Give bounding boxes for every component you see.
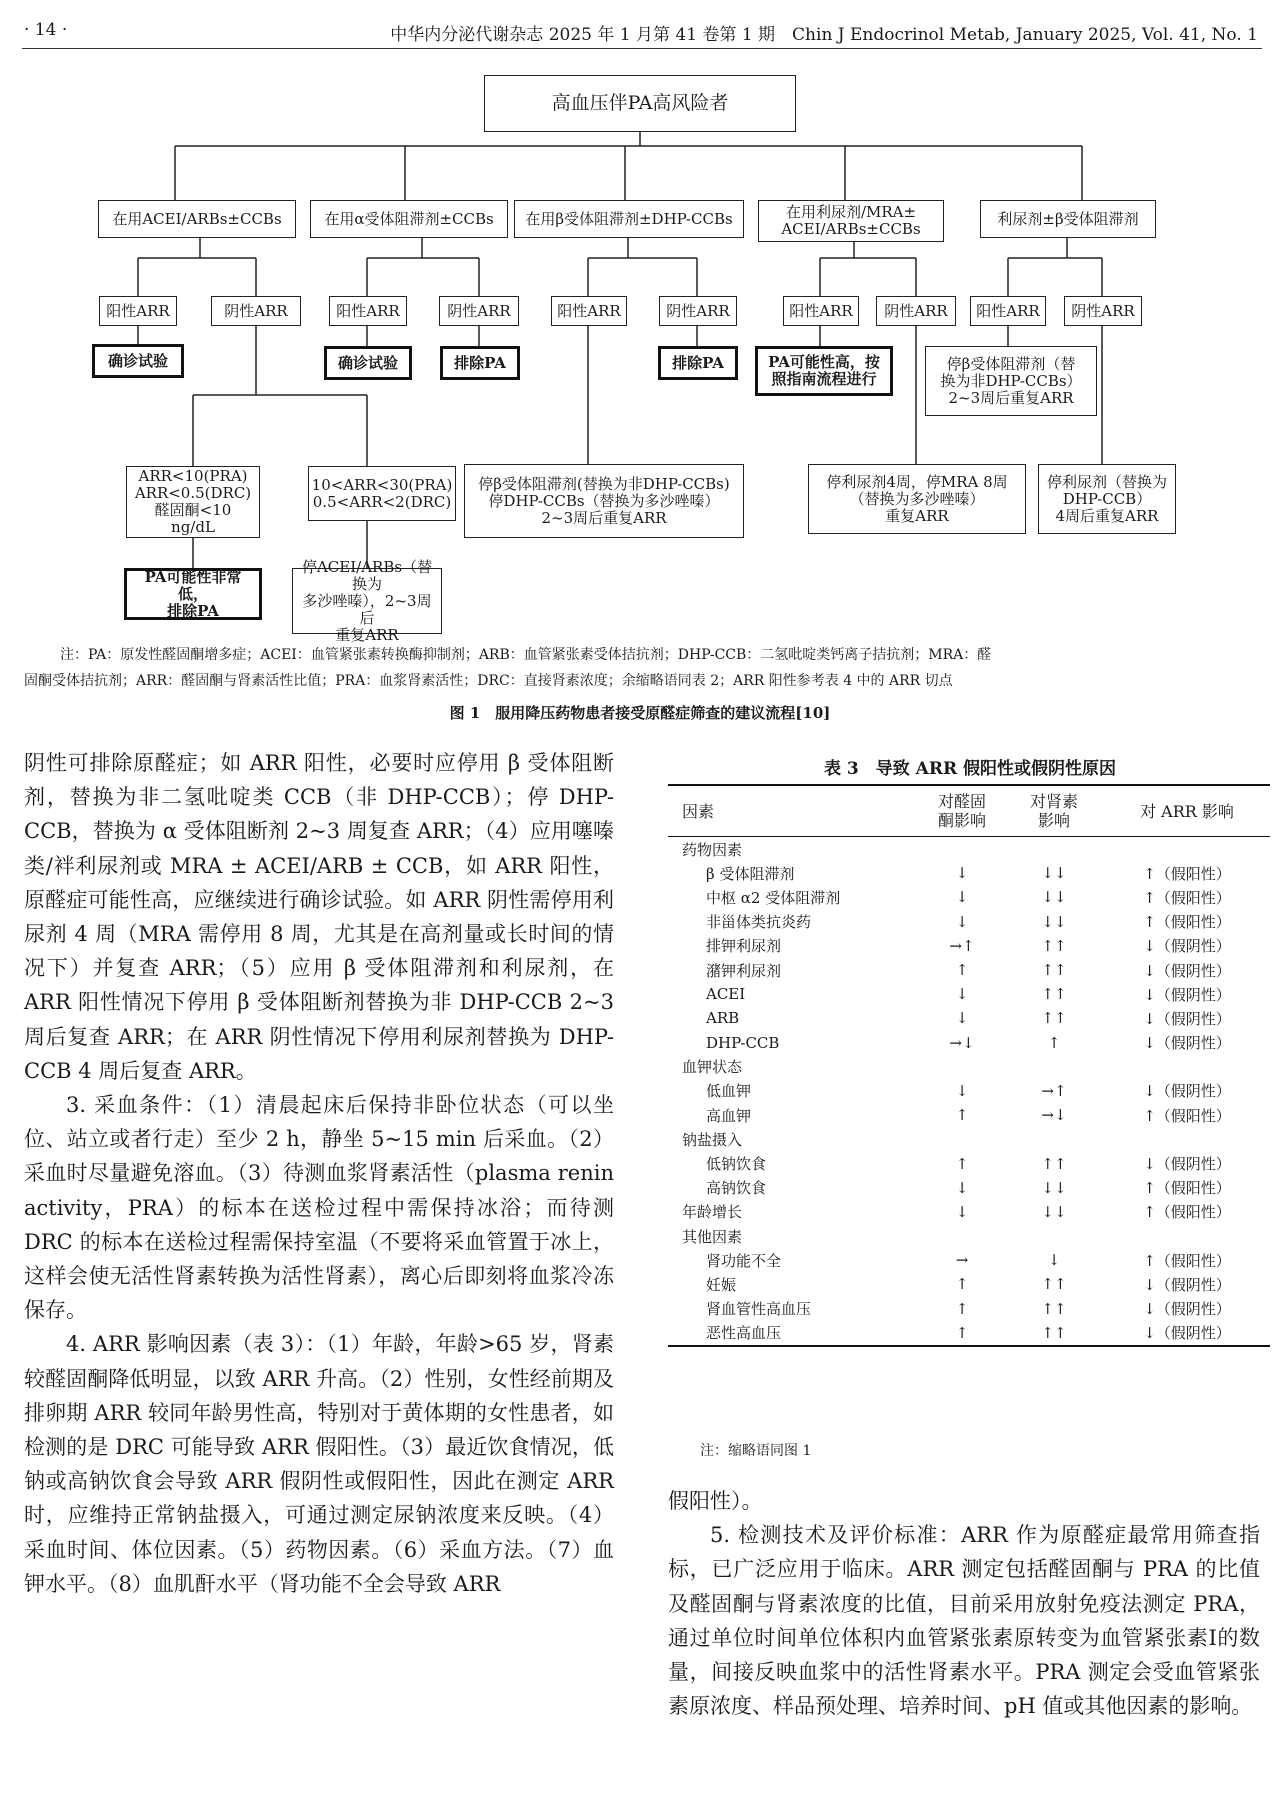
table-cell-arr: ↑（假阳性） bbox=[1143, 1179, 1231, 1198]
table-cell-factor: 肾功能不全 bbox=[706, 1251, 782, 1270]
table-cell-aldosterone: ↑ bbox=[955, 961, 969, 980]
flow-confirm-a: 确诊试验 bbox=[92, 344, 184, 378]
figure-note-line1: 注：PA：原发性醛固酮增多症；ACEI：血管紧张素转换酶抑制剂；ARB：血管紧张素受体拮抗剂；DHP-CCB：二氢吡啶类钙离子拮抗剂；MRA：醛 bbox=[60, 647, 992, 663]
table-cell-aldosterone: ↑ bbox=[955, 1275, 969, 1294]
table-cell-factor: 妊娠 bbox=[706, 1275, 737, 1294]
flow-neg-arr-c: 阴性ARR bbox=[659, 296, 737, 326]
table-cell-arr: ↓（假阴性） bbox=[1143, 1275, 1231, 1294]
table-cell-arr: ↑（假阳性） bbox=[1143, 913, 1231, 932]
table-cell-aldosterone: ↓ bbox=[955, 1202, 969, 1221]
table-header-row bbox=[668, 785, 1270, 837]
table-cell-aldosterone bbox=[920, 1055, 1004, 1079]
table-cell-aldosterone: ↑ bbox=[955, 1106, 969, 1125]
table-cell-arr: ↑（假阳性） bbox=[1143, 888, 1231, 907]
flow-group-diuretic: 在用利尿剂/MRA± ACEI/ARBs±CCBs bbox=[758, 200, 944, 242]
flow-confirm-b: 确诊试验 bbox=[324, 346, 412, 380]
table-header-factor: 因素 bbox=[682, 801, 715, 821]
table-cell-renin: ↑↑ bbox=[1041, 1009, 1067, 1028]
flow-pa-likely-box: PA可能性高，按 照指南流程进行 bbox=[755, 346, 893, 396]
table-header-aldosterone: 对醛固 酮影响 bbox=[937, 792, 986, 830]
table-row bbox=[668, 982, 1270, 1006]
table-note: 注：缩略语同图 1 bbox=[700, 1443, 812, 1459]
flow-arr-mid-criteria: 10<ARR<30(PRA) 0.5<ARR<2(DRC) bbox=[308, 466, 456, 521]
table-cell-aldosterone: ↓ bbox=[955, 864, 969, 883]
table-cell-renin: ↑↑ bbox=[1041, 1299, 1067, 1318]
table-cell-arr: ↑（假阳性） bbox=[1143, 1251, 1231, 1270]
flow-arr-low-criteria: ARR<10(PRA) ARR<0.5(DRC) 醛固酮<10 ng/dL bbox=[126, 466, 260, 538]
table-cell-aldosterone: ↓ bbox=[955, 1009, 969, 1028]
table-cell-factor: 低血钾 bbox=[706, 1082, 752, 1101]
table-cell-renin: ↓↓ bbox=[1041, 1178, 1067, 1197]
left-paragraph-2: 3. 采血条件：（1）清晨起床后保持非卧位状态（可以坐位、站立或者行走）至少 2 h，静坐 5~15 min 后采血。（2）采血时尽量避免溶血。（3）待测血浆肾素活性（plasma renin activity，PRA）的标本在送检过程中需保持冰浴；而待测 DRC 的标本在送检过程需保持室温（不要将采血管置于冰上，这样会使无活性肾素转换为活性肾素），离心后即刻将血浆冷冻保存。 bbox=[24, 1093, 614, 1323]
table-cell-arr: ↓（假阴性） bbox=[1143, 1082, 1231, 1101]
table-cell-arr: ↑（假阳性） bbox=[1143, 1203, 1231, 1222]
table-cell-factor: DHP-CCB bbox=[706, 1033, 780, 1052]
flow-pos-arr-a: 阳性ARR bbox=[99, 296, 177, 326]
table-cell-renin bbox=[1004, 837, 1104, 862]
table-cell-aldosterone bbox=[920, 1224, 1004, 1248]
table-row bbox=[668, 934, 1270, 958]
table-cell-arr: ↓（假阴性） bbox=[1143, 1300, 1231, 1319]
table-row bbox=[668, 1151, 1270, 1175]
table-group-row bbox=[668, 837, 1270, 862]
table-cell-arr: ↓（假阴性） bbox=[1143, 937, 1231, 956]
table-row bbox=[668, 1200, 1270, 1224]
table-row bbox=[668, 1079, 1270, 1103]
table-cell-aldosterone: →↑ bbox=[949, 936, 975, 955]
flow-stop-diuretic-box: 停利尿剂4周，停MRA 8周 （替换为多沙唑嗪） 重复ARR bbox=[808, 464, 1026, 534]
flow-top-box: 高血压伴PA高风险者 bbox=[484, 75, 796, 132]
table-row bbox=[668, 1248, 1270, 1272]
table-cell-renin: ↓ bbox=[1047, 1251, 1061, 1270]
flow-neg-arr-a: 阴性ARR bbox=[211, 296, 301, 326]
right-paragraph-2: 5. 检测技术及评价标准：ARR 作为原醛症最常用筛查指标，已广泛应用于临床。ARR 测定包括醛固酮与 PRA 的比值及醛固酮与肾素浓度的比值，目前采用放射免疫法测定 PRA，通过单位时间单位体积内血管紧张素原转变为血管紧张素Ⅰ的数量，间接反映血浆中的活性肾素水平。PRA 测定会受血管紧张素原浓度、样品预处理、培养时间、pH 值或其他因素的影响。 bbox=[668, 1523, 1260, 1719]
table-cell-aldosterone: ↓ bbox=[955, 912, 969, 931]
table-cell-aldosterone: → bbox=[955, 1251, 969, 1270]
table-cell-aldosterone: ↑ bbox=[955, 1154, 969, 1173]
table-cell-arr: ↓（假阴性） bbox=[1143, 1324, 1231, 1343]
right-column bbox=[668, 1484, 1260, 1723]
table-cell-arr: ↓（假阴性） bbox=[1143, 961, 1231, 980]
table-cell-arr: ↑（假阳性） bbox=[1143, 864, 1231, 883]
table-row bbox=[668, 1297, 1270, 1321]
figure-note-line2: 固酮受体拮抗剂；ARR：醛固酮与肾素活性比值；PRA：血浆肾素活性；DRC：直接肾素浓度；余缩略语同表 2；ARR 阳性参考表 4 中的 ARR 切点 bbox=[24, 673, 953, 689]
table-cell-factor: β 受体阻滞剂 bbox=[706, 864, 795, 883]
table-cell-arr bbox=[1104, 837, 1270, 862]
table-cell-factor: 年龄增长 bbox=[682, 1203, 743, 1222]
table-cell-arr: ↓（假阴性） bbox=[1143, 1009, 1231, 1028]
flow-pos-arr-c: 阳性ARR bbox=[551, 296, 627, 326]
table-header-arr: 对 ARR 影响 bbox=[1140, 801, 1234, 821]
table-header-renin: 对肾素 影响 bbox=[1029, 792, 1078, 830]
table-cell-factor: 潴钾利尿剂 bbox=[706, 961, 782, 980]
table-cell-factor: 其他因素 bbox=[682, 1227, 743, 1246]
flow-pos-arr-b: 阳性ARR bbox=[329, 296, 407, 326]
running-header: 中华内分泌代谢杂志 2025 年 1 月第 41 卷第 1 期 Chin J Endocrinol Metab, January 2025, Vol. 41, No. 1 bbox=[390, 25, 1258, 45]
table-cell-aldosterone: →↓ bbox=[949, 1033, 975, 1052]
table-cell-renin: →↓ bbox=[1041, 1106, 1067, 1125]
flow-exclude-c: 排除PA bbox=[658, 346, 738, 380]
table-cell-renin bbox=[1004, 1224, 1104, 1248]
table-cell-renin bbox=[1004, 1055, 1104, 1079]
table-cell-factor: 排钾利尿剂 bbox=[706, 937, 782, 956]
left-column bbox=[24, 746, 614, 1601]
flow-neg-arr-b: 阴性ARR bbox=[439, 296, 519, 326]
table-body bbox=[668, 837, 1270, 1346]
table-row bbox=[668, 885, 1270, 909]
table-cell-renin: ↑↑ bbox=[1041, 961, 1067, 980]
table-cell-aldosterone: ↓ bbox=[955, 1178, 969, 1197]
table-cell-aldosterone: ↓ bbox=[955, 985, 969, 1004]
table-cell-arr bbox=[1104, 1224, 1270, 1248]
table-cell-factor: 高血钾 bbox=[706, 1106, 752, 1125]
table-group-row bbox=[668, 1224, 1270, 1248]
page-number: · 14 · bbox=[24, 20, 68, 40]
table-cell-renin: ↓↓ bbox=[1041, 912, 1067, 931]
flow-neg-arr-d: 阴性ARR bbox=[876, 296, 956, 326]
table-cell-factor: 中枢 α2 受体阻滞剂 bbox=[706, 888, 841, 907]
left-paragraph-3: 4. ARR 影响因素（表 3）：（1）年龄，年龄>65 岁，肾素较醛固酮降低明显，以致 ARR 升高。（2）性别，女性经前期及排卵期 ARR 较同年龄男性高，特别对于黄体期的女性患者，如检测的是 DRC 可能导致 ARR 假阳性。（3）最近饮食情况，低钠或高钠饮食会导致 ARR 假阴性或假阳性，因此在测定 ARR 时，应维持正常钠盐摄入，可通过测定尿钠浓度来反映。（4）采血时间、体位因素。（5）药物因素。（6）采血方法。（7）血钾水平。（8）血肌酐水平（肾功能不全会导致 ARR bbox=[24, 1332, 614, 1596]
table-row bbox=[668, 1272, 1270, 1296]
table-cell-factor: 高钠饮食 bbox=[706, 1179, 767, 1198]
table-group-row bbox=[668, 1055, 1270, 1079]
figure-caption: 图 1 服用降压药物患者接受原醛症筛查的建议流程[10] bbox=[449, 704, 831, 722]
table-cell-renin bbox=[1004, 1127, 1104, 1151]
right-paragraph-1: 假阳性）。 bbox=[668, 1489, 763, 1513]
flow-stop-beta-box: 停β受体阻滞剂（替 换为非DHP-CCBs） 2~3周后重复ARR bbox=[925, 346, 1097, 416]
flow-stop-acei-box: 停ACEI/ARBs（替换为 多沙唑嗪），2~3周后 重复ARR bbox=[292, 568, 442, 634]
table-cell-renin: ↑↑ bbox=[1041, 1154, 1067, 1173]
table-cell-factor: 药物因素 bbox=[682, 840, 743, 859]
table-row bbox=[668, 1176, 1270, 1200]
table-cell-renin: ↓↓ bbox=[1041, 888, 1067, 907]
table-cell-renin: ↓↓ bbox=[1041, 864, 1067, 883]
table-cell-arr: ↓（假阴性） bbox=[1143, 1155, 1231, 1174]
table-row bbox=[668, 910, 1270, 934]
table-cell-factor: ACEI bbox=[706, 985, 746, 1004]
table-cell-factor: ARB bbox=[706, 1009, 740, 1028]
table-cell-aldosterone: ↓ bbox=[955, 888, 969, 907]
figure-1-flowchart bbox=[0, 0, 1280, 650]
table-row bbox=[668, 1031, 1270, 1055]
flow-group-beta: 在用β受体阻滞剂±DHP-CCBs bbox=[514, 200, 744, 238]
flow-stop-beta-dhp-box: 停β受体阻滞剂(替换为非DHP-CCBs) 停DHP-CCBs（替换为多沙唑嗪） 2~3周后重复ARR bbox=[464, 464, 744, 538]
table-cell-renin: →↑ bbox=[1041, 1081, 1067, 1100]
table-cell-factor: 恶性高血压 bbox=[706, 1324, 782, 1343]
table-row bbox=[668, 1006, 1270, 1030]
table-cell-factor: 钠盐摄入 bbox=[682, 1130, 743, 1149]
flow-pos-arr-d: 阳性ARR bbox=[783, 296, 859, 326]
table-cell-aldosterone: ↓ bbox=[955, 1081, 969, 1100]
table-cell-renin: ↑↑ bbox=[1041, 1323, 1067, 1342]
flow-group-acei: 在用ACEI/ARBs±CCBs bbox=[98, 200, 296, 238]
table-group-row bbox=[668, 1127, 1270, 1151]
table-cell-renin: ↑ bbox=[1047, 1033, 1061, 1052]
flow-neg-arr-e: 阴性ARR bbox=[1064, 296, 1142, 326]
table-row bbox=[668, 1103, 1270, 1127]
table-cell-aldosterone bbox=[920, 1127, 1004, 1151]
table-row bbox=[668, 958, 1270, 982]
flow-exclude-b: 排除PA bbox=[440, 346, 520, 380]
table-cell-renin: ↓↓ bbox=[1041, 1202, 1067, 1221]
table-cell-arr: ↓（假阴性） bbox=[1143, 1034, 1231, 1053]
table-caption: 表 3 导致 ARR 假阳性或假阴性原因 bbox=[823, 759, 1117, 779]
flow-pos-arr-e: 阳性ARR bbox=[970, 296, 1046, 326]
table-cell-aldosterone: ↑ bbox=[955, 1323, 969, 1342]
table-3 bbox=[668, 784, 1270, 1347]
table-cell-renin: ↑↑ bbox=[1041, 1275, 1067, 1294]
flow-group-alpha: 在用α受体阻滞剂±CCBs bbox=[310, 200, 508, 238]
left-paragraph-1: 阴性可排除原醛症；如 ARR 阳性，必要时应停用 β 受体阻断剂，替换为非二氢吡啶类 CCB（非 DHP-CCB）；停 DHP-CCB，替换为 α 受体阻断剂 2~3 周复查 ARR；（4）应用噻嗪类/袢利尿剂或 MRA ± ACEI/ARB ± CCB，如 ARR 阳性，原醛症可能性高，应继续进行确诊试验。如 ARR 阴性需停用利尿剂 4 周（MRA 需停用 8 周，尤其是在高剂量或长时间的情况下）并复查 ARR；（5）应用 β 受体阻滞剂和利尿剂，在 ARR 阳性情况下停用 β 受体阻断剂替换为非 DHP-CCB 2~3 周后复查 ARR；在 ARR 阴性情况下停用利尿剂替换为 DHP-CCB 4 周后复查 ARR。 bbox=[24, 751, 614, 1083]
table-cell-factor: 低钠饮食 bbox=[706, 1155, 767, 1174]
flow-pa-unlikely-box: PA可能性非常低， 排除PA bbox=[124, 568, 262, 620]
table-cell-renin: ↑↑ bbox=[1041, 936, 1067, 955]
table-cell-factor: 肾血管性高血压 bbox=[706, 1300, 812, 1319]
table-row bbox=[668, 1321, 1270, 1346]
table-cell-factor: 非甾体类抗炎药 bbox=[706, 913, 812, 932]
table-cell-aldosterone: ↑ bbox=[955, 1299, 969, 1318]
table-row bbox=[668, 861, 1270, 885]
flow-group-diuretic-beta: 利尿剂±β受体阻滞剂 bbox=[980, 200, 1156, 238]
table-cell-renin: ↑↑ bbox=[1041, 985, 1067, 1004]
table-cell-arr: ↓（假阴性） bbox=[1143, 985, 1231, 1004]
table-cell-arr bbox=[1104, 1127, 1270, 1151]
flow-stop-diuretic-dhp-box: 停利尿剂（替换为 DHP-CCB） 4周后重复ARR bbox=[1038, 464, 1176, 534]
table-cell-factor: 血钾状态 bbox=[682, 1058, 743, 1077]
table-cell-aldosterone bbox=[920, 837, 1004, 862]
table-cell-arr bbox=[1104, 1055, 1270, 1079]
table-cell-arr: ↑（假阳性） bbox=[1143, 1106, 1231, 1125]
